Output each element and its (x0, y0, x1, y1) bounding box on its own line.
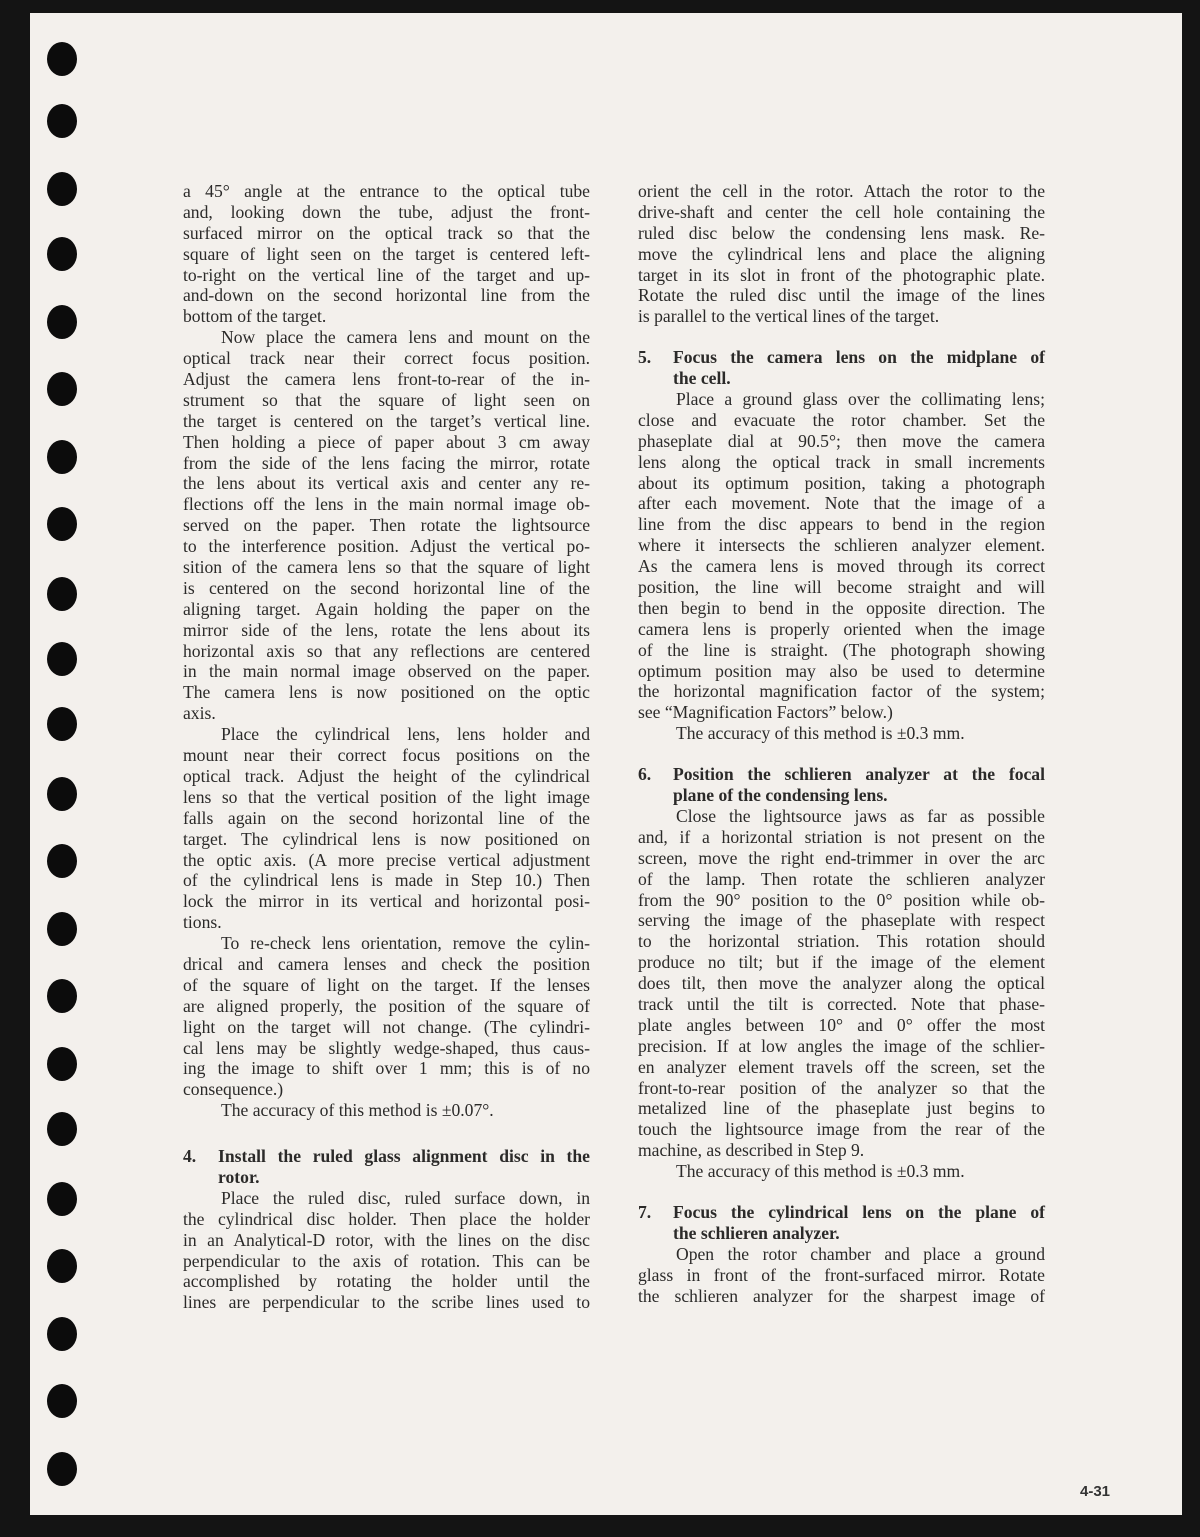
text-line: is parallel to the vertical lines of the target. (638, 306, 940, 327)
binder-hole (47, 844, 77, 878)
document-page (30, 13, 1182, 1515)
text-line: bottom of the target. (183, 306, 327, 327)
text-line: To re-check lens orientation, remove the cylin- (221, 933, 590, 954)
paragraph (183, 933, 590, 1100)
heading-line (183, 1146, 590, 1167)
binder-hole (47, 372, 77, 406)
text-line: touch the lightsource image from the rear of the (638, 1119, 1045, 1140)
text-line: square of light seen on the target is centered left- (183, 243, 590, 264)
text-line: is centered on the second horizontal line of the (183, 577, 590, 598)
text-line: line from the disc appears to bend in the region (638, 514, 1045, 535)
paragraph (638, 181, 1045, 327)
text-line: track until the tilt is corrected. Note that phase- (638, 993, 1045, 1014)
text-line: screen, move the right end-trimmer in over the arc (638, 847, 1045, 868)
text-line: and-down on the second horizontal line from the (183, 285, 590, 306)
text-line: flections off the lens in the main normal image ob- (183, 494, 590, 515)
paragraph (638, 389, 1045, 723)
paragraph (638, 1244, 1045, 1307)
text-line: tions. (183, 912, 222, 933)
text-line: precision. If at low angles the image of the schlier- (638, 1035, 1045, 1056)
heading-line (638, 1223, 1045, 1244)
text-line: of the line is straight. (The photograph showing (638, 639, 1045, 660)
paragraph (183, 181, 590, 327)
binder-hole (47, 1249, 77, 1283)
text-line: lines are perpendicular to the scribe lines used to (183, 1292, 590, 1313)
right-column (638, 181, 1045, 1306)
text-line: in the main normal image observed on the paper. (183, 661, 590, 682)
text-line: cal lens may be slightly wedge-shaped, thus caus- (183, 1037, 590, 1058)
text-line: lens along the optical track in small increments (638, 451, 1045, 472)
text-line: Close the lightsource jaws as far as possible (676, 805, 1045, 826)
text-line: to the interference position. Adjust the vertical po- (183, 536, 590, 557)
binder-hole (47, 440, 77, 474)
heading-number: 4. (183, 1146, 197, 1167)
heading-line (183, 1167, 590, 1188)
heading-line (638, 347, 1045, 368)
text-line: The accuracy of this method is ±0.07°. (221, 1100, 494, 1121)
page-number: 4-31 (1080, 1483, 1111, 1500)
text-line: ing the image to shift over 1 mm; this is of no (183, 1058, 590, 1079)
text-line: Place a ground glass over the collimating lens; (676, 389, 1045, 410)
text-line: a 45° angle at the entrance to the optical tube (183, 181, 590, 201)
text-line: Adjust the camera lens front-to-rear of the in- (183, 369, 590, 390)
text-line: mount near their correct focus positions on the (183, 745, 590, 766)
text-line: see “Magnification Factors” below.) (638, 702, 893, 723)
binder-hole (47, 507, 77, 541)
binder-hole (47, 305, 77, 339)
binder-hole (47, 777, 77, 811)
text-line: the optic axis. (A more precise vertical adjustment (183, 849, 590, 870)
text-line: Place the ruled disc, ruled surface down, in (221, 1187, 590, 1208)
text-line: the schlieren analyzer for the sharpest image of (638, 1285, 1045, 1306)
text-line: en analyzer element travels off the screen, set the (638, 1056, 1045, 1077)
text-line: are aligned properly, the position of the square of (183, 995, 590, 1016)
text-line: from the side of the lens facing the mirror, rotate (183, 452, 590, 473)
heading-number: 7. (638, 1201, 652, 1222)
text-line: move the cylindrical lens and place the aligning (638, 243, 1045, 264)
text-line: optimum position may also be used to determine (638, 660, 1045, 681)
heading-line (638, 1202, 1045, 1223)
text-line: surfaced mirror on the optical track so that the (183, 222, 590, 243)
binder-hole (47, 912, 77, 946)
paragraph (183, 1188, 590, 1313)
text-line: Then holding a piece of paper about 3 cm away (183, 431, 590, 452)
text-line: in an Analytical-D rotor, with the lines on the disc (183, 1229, 590, 1250)
binder-hole (47, 642, 77, 676)
text-line: consequence.) (183, 1079, 284, 1100)
binder-hole (47, 979, 77, 1013)
paragraph (638, 806, 1045, 1161)
text-line: The accuracy of this method is ±0.3 mm. (676, 723, 965, 744)
text-line: horizontal axis so that any reflections are centered (183, 640, 590, 661)
text-line: target. The cylindrical lens is now positioned on (183, 828, 590, 849)
paragraph (183, 724, 590, 933)
text-line: of the cylindrical lens is made in Step 10.) Then (183, 870, 590, 891)
binder-hole (47, 1182, 77, 1216)
heading-text: plane of the condensing lens. (673, 785, 888, 806)
text-line: target in its slot in front of the photographic plate. (638, 264, 1045, 285)
text-line: The accuracy of this method is ±0.3 mm. (676, 1161, 965, 1182)
paragraph (638, 723, 1045, 744)
binder-hole (47, 1384, 77, 1418)
paragraph (638, 1161, 1045, 1182)
text-line: does tilt, then move the analyzer along the optical (638, 973, 1045, 994)
heading-line (638, 785, 1045, 806)
text-line: the target is centered on the target’s vertical line. (183, 410, 590, 431)
text-line: metalized line of the phaseplate just begins to (638, 1098, 1045, 1119)
text-line: served on the paper. Then rotate the lightsource (183, 515, 590, 536)
text-line: after each movement. Note that the image of a (638, 493, 1045, 514)
text-line: of the lamp. Then rotate the schlieren analyzer (638, 868, 1045, 889)
text-line: ruled disc below the condensing lens mask. Re- (638, 222, 1045, 243)
text-line: the horizontal magnification factor of the system; (638, 681, 1045, 702)
heading-text: Install the ruled glass alignment disc in the (218, 1146, 590, 1167)
text-line: position, the line will become straight and will (638, 577, 1045, 598)
text-line: perpendicular to the axis of rotation. This can be (183, 1250, 590, 1271)
section-heading (638, 347, 1045, 389)
text-line: of the square of light on the target. If the lenses (183, 974, 590, 995)
text-line: light on the target will not change. (The cylindri- (183, 1016, 590, 1037)
text-line: front-to-rear position of the analyzer so that the (638, 1077, 1045, 1098)
binder-hole (47, 42, 77, 76)
heading-text: the cell. (673, 368, 731, 389)
text-line: the lens about its vertical axis and center any re- (183, 473, 590, 494)
paragraph (183, 1100, 590, 1121)
text-line: lens so that the vertical position of the light image (183, 786, 590, 807)
left-column (183, 181, 590, 1313)
binder-hole (47, 172, 77, 206)
binder-hole (47, 237, 77, 271)
text-line: Now place the camera lens and mount on the (221, 327, 590, 348)
binder-hole (47, 577, 77, 611)
heading-text: rotor. (218, 1166, 260, 1187)
text-line: drical and camera lenses and check the position (183, 953, 590, 974)
binder-hole (47, 1452, 77, 1486)
text-line: falls again on the second horizontal line of the (183, 807, 590, 828)
text-line: orient the cell in the rotor. Attach the rotor to the (638, 181, 1045, 201)
binder-hole (47, 1317, 77, 1351)
text-line: to-right on the vertical line of the target and up- (183, 264, 590, 285)
text-line: the cylindrical disc holder. Then place the holder (183, 1208, 590, 1229)
text-line: to the horizontal striation. This rotation should (638, 931, 1045, 952)
text-line: sition of the camera lens so that the square of light (183, 557, 590, 578)
text-line: strument so that the square of light seen on (183, 389, 590, 410)
heading-text: Focus the camera lens on the midplane of (673, 347, 1045, 368)
text-line: aligning target. Again holding the paper on the (183, 598, 590, 619)
text-line: accomplished by rotating the holder until the (183, 1271, 590, 1292)
text-line: about its optimum position, taking a photograph (638, 472, 1045, 493)
text-line: from the 90° position to the 0° position while ob- (638, 889, 1045, 910)
section-heading (638, 764, 1045, 806)
section-heading (183, 1146, 590, 1188)
text-line: serving the image of the phaseplate with respect (638, 910, 1045, 931)
text-line: drive-shaft and center the cell hole containing the (638, 201, 1045, 222)
text-line: phaseplate dial at 90.5°; then move the camera (638, 430, 1045, 451)
text-line: close and evacuate the rotor chamber. Set the (638, 409, 1045, 430)
binder-hole (47, 104, 77, 138)
text-line: lock the mirror in its vertical and horizontal posi- (183, 891, 590, 912)
text-line: The camera lens is now positioned on the optic (183, 682, 590, 703)
binder-hole (47, 1047, 77, 1081)
section-heading (638, 1202, 1045, 1244)
heading-number: 6. (638, 764, 652, 785)
text-line: mirror side of the lens, rotate the lens about its (183, 619, 590, 640)
text-line: Place the cylindrical lens, lens holder and (221, 724, 590, 745)
text-line: where it intersects the schlieren analyzer element. (638, 535, 1045, 556)
text-line: machine, as described in Step 9. (638, 1140, 865, 1161)
text-line: and, if a horizontal striation is not present on the (638, 826, 1045, 847)
heading-line (638, 368, 1045, 389)
binder-hole (47, 707, 77, 741)
text-line: Open the rotor chamber and place a ground (676, 1243, 1045, 1264)
text-line: glass in front of the front-surfaced mirror. Rotate (638, 1264, 1045, 1285)
text-line: camera lens is properly oriented when the image (638, 618, 1045, 639)
paragraph (183, 327, 590, 724)
text-line: axis. (183, 703, 216, 724)
text-line: optical track near their correct focus position. (183, 348, 590, 369)
text-line: As the camera lens is moved through its correct (638, 556, 1045, 577)
text-line: produce no tilt; but if the image of the element (638, 952, 1045, 973)
heading-number: 5. (638, 347, 652, 368)
text-line: Rotate the ruled disc until the image of the lines (638, 285, 1045, 306)
text-line: and, looking down the tube, adjust the front- (183, 201, 590, 222)
heading-line (638, 764, 1045, 785)
text-line: optical track. Adjust the height of the cylindrical (183, 765, 590, 786)
heading-text: the schlieren analyzer. (673, 1222, 840, 1243)
heading-text: Focus the cylindrical lens on the plane of (673, 1201, 1045, 1222)
heading-text: Position the schlieren analyzer at the focal (673, 764, 1045, 785)
text-line: then begin to bend in the opposite direction. The (638, 597, 1045, 618)
text-line: plate angles between 10° and 0° offer the most (638, 1014, 1045, 1035)
binder-hole (47, 1112, 77, 1146)
